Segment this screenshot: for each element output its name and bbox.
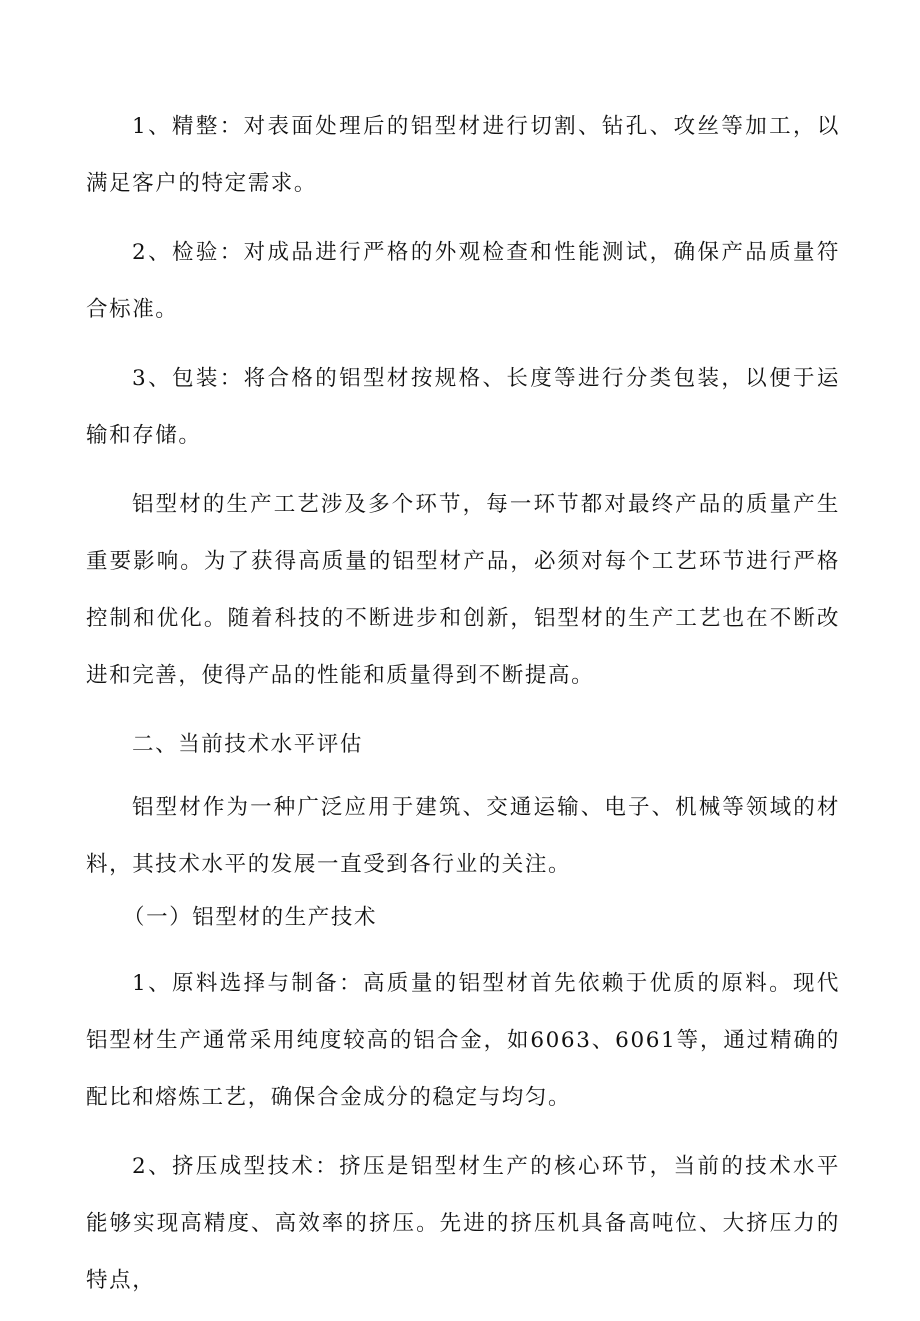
paragraph-raw-material: 1、原料选择与制备：高质量的铝型材首先依赖于优质的原料。现代铝型材生产通常采用纯度较高的铝合金，如6063、6061等，通过精确的配比和熔炼工艺，确保合金成分的稳定与均匀。 — [86, 971, 840, 1110]
paragraph-inspection: 2、检验：对成品进行严格的外观检查和性能测试，确保产品质量符合标准。 — [86, 240, 840, 322]
paragraph-tech-intro: 铝型材作为一种广泛应用于建筑、交通运输、电子、机械等领域的材料，其技术水平的发展一直受到各行业的关注。 — [86, 795, 840, 877]
document-body — [86, 98, 840, 1321]
paragraph-process-summary: 铝型材的生产工艺涉及多个环节，每一环节都对最终产品的质量产生重要影响。为了获得高质量的铝型材产品，必须对每个工艺环节进行严格控制和优化。随着科技的不断进步和创新，铝型材的生产工艺也在不断改进和完善，使得产品的性能和质量得到不断提高。 — [86, 492, 840, 688]
paragraph-packaging: 3、包装：将合格的铝型材按规格、长度等进行分类包装，以便于运输和存储。 — [86, 366, 840, 448]
paragraph-finishing: 1、精整：对表面处理后的铝型材进行切割、钻孔、攻丝等加工，以满足客户的特定需求。 — [86, 114, 840, 196]
paragraph-extrusion: 2、挤压成型技术：挤压是铝型材生产的核心环节，当前的技术水平能够实现高精度、高效率的挤压。先进的挤压机具备高吨位、大挤压力的特点， — [86, 1154, 840, 1293]
subsection-heading-production-tech: （一）铝型材的生产技术 — [123, 905, 378, 930]
section-heading-tech-assessment: 二、当前技术水平评估 — [132, 732, 364, 757]
